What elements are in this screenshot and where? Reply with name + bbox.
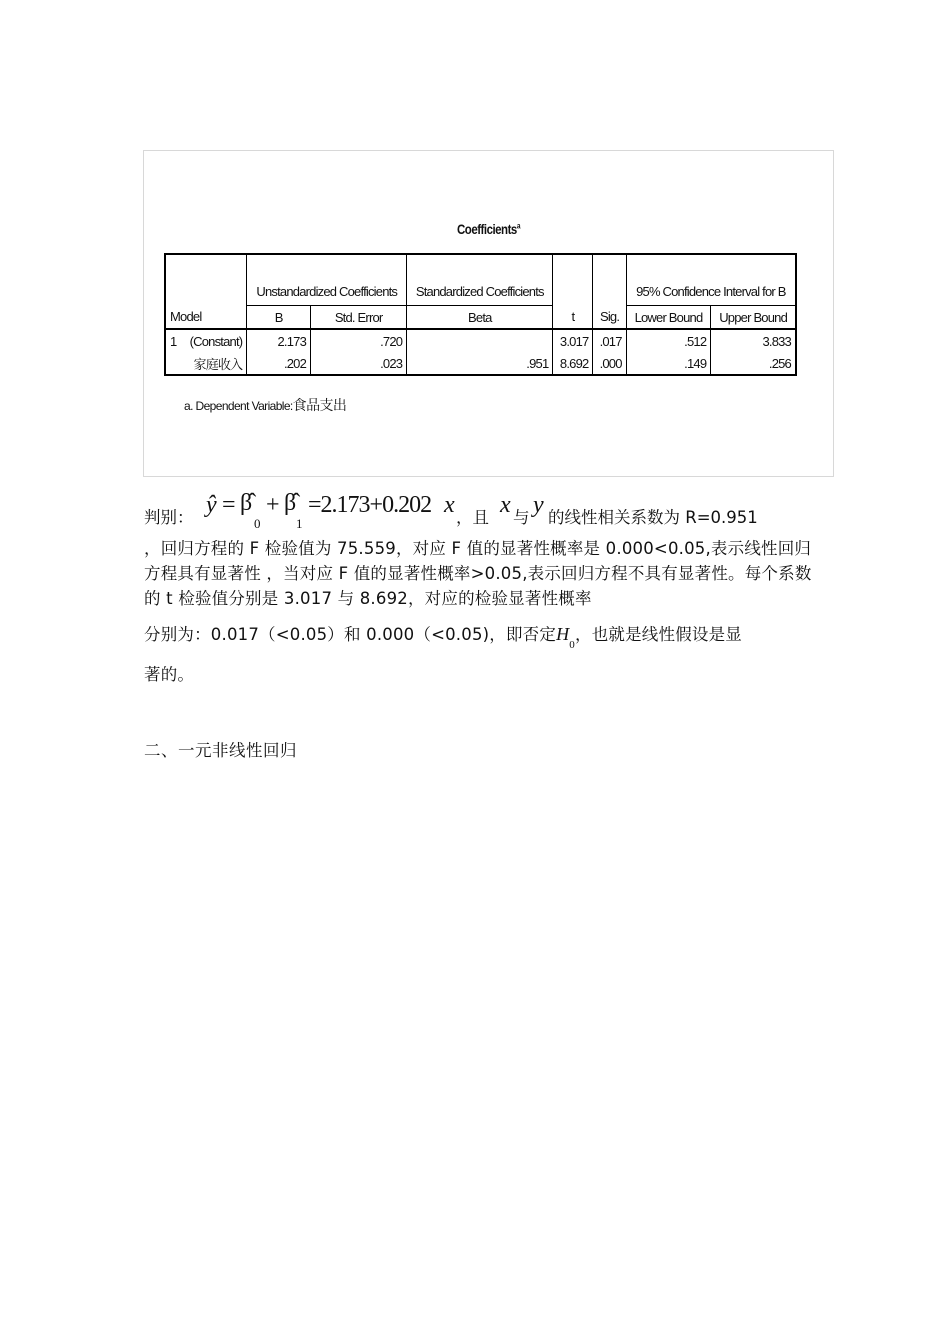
formula-yhat: ŷ [206, 492, 217, 518]
header-std-error: Std. Error [311, 306, 407, 330]
coefficients-title: Coefficients$^a$ [457, 221, 520, 237]
table-footnote: a. Dependent Variable:食品支出 [184, 398, 347, 414]
header-confidence-interval: 95% Confidence Interval for B [626, 254, 796, 306]
var-y: y [533, 492, 544, 518]
cell-upper: 3.833 [711, 329, 796, 352]
formula-sub0: 0 [254, 516, 261, 531]
cell-t: 8.692 [553, 352, 593, 375]
corr-text: 的线性相关系数为 R=0.951 [548, 508, 758, 527]
header-b: B [247, 306, 311, 330]
cell-model: 1 [165, 329, 181, 352]
comma-and: ，且 [456, 508, 489, 527]
coefficients-table [164, 253, 797, 376]
cell-upper: .256 [711, 352, 796, 375]
formula-plus: + [266, 492, 280, 518]
paragraph-f-test: ，回归方程的 F 检验值为 75.559，对应 F 值的显著性概率是 0.000<0.05,表示线性回归方程具有显著性 ，当对应 F 值的显著性概率>0.05,表示回归方程不具有显著性。每个系数的 t 检验值分别是 3.017 与 8.692，对应的检验显著性概率 [144, 539, 812, 608]
cell-lower: .149 [626, 352, 711, 375]
cell-beta [407, 329, 553, 352]
spss-output-panel [143, 150, 834, 477]
var-x: x [500, 492, 511, 518]
cell-variable: 家庭收入 [181, 352, 246, 375]
header-t: t [553, 306, 593, 330]
header-beta: Beta [407, 306, 553, 330]
cell-beta: .951 [407, 352, 553, 375]
table-row [165, 352, 796, 375]
formula-beta0: β̂ [240, 490, 253, 516]
cell-t: 3.017 [553, 329, 593, 352]
header-unstandardized: Unstandardized Coefficients [247, 254, 407, 306]
table-row [165, 329, 796, 352]
cell-std-error: .720 [311, 329, 407, 352]
header-t-blank [553, 254, 593, 306]
header-sig: Sig. [593, 306, 626, 330]
formula-x: x [444, 492, 455, 518]
formula-rhs: =2.173+0.202 [308, 492, 432, 518]
cell-b: 2.173 [247, 329, 311, 352]
header-sig-blank [593, 254, 626, 306]
cell-b: .202 [247, 352, 311, 375]
cell-model [165, 352, 181, 375]
header-lower-bound: Lower Bound [626, 306, 711, 330]
cell-variable: (Constant) [181, 329, 246, 352]
cell-lower: .512 [626, 329, 711, 352]
paragraph-conclusion: 分别为：0.017（<0.05）和 0.000（<0.05)，即否定$H_0$，也就是线性假设是显 [144, 624, 742, 651]
formula-beta1: β̂ [284, 490, 297, 516]
header-upper-bound: Upper Bound [711, 306, 796, 330]
section-heading: 二、一元非线性回归 [144, 741, 297, 760]
formula-sub1: 1 [296, 516, 303, 531]
with-text: 与 [513, 508, 530, 527]
header-standardized: Standardized Coefficients [407, 254, 553, 306]
judge-label: 判别： [144, 508, 194, 527]
formula-equals: = [222, 492, 236, 518]
cell-std-error: .023 [311, 352, 407, 375]
cell-sig: .017 [593, 329, 626, 352]
header-blank [165, 254, 247, 306]
cell-sig: .000 [593, 352, 626, 375]
paragraph-end: 著的。 [144, 665, 195, 684]
header-model: Model [165, 306, 247, 330]
h0-symbol: H [556, 624, 570, 644]
formula-line [144, 490, 824, 530]
